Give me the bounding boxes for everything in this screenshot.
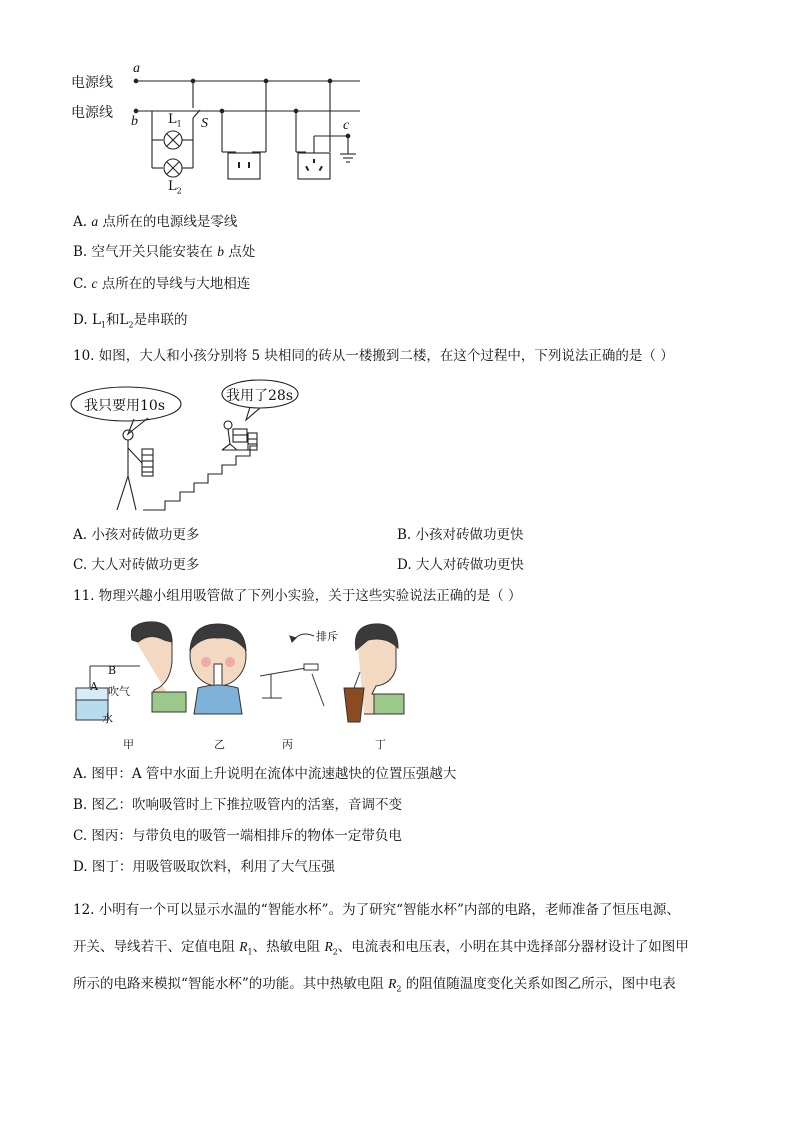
lamp2-label: $L_2$ bbox=[168, 179, 182, 196]
switch-label: S bbox=[201, 116, 208, 131]
caption-yi: 乙 bbox=[214, 738, 225, 751]
child-speech-bubble: 我用了28s bbox=[226, 388, 293, 404]
q11-option-d: D. 图丁：用吸管吸取饮料，利用了大气压强 bbox=[73, 859, 335, 875]
label-a: A bbox=[90, 680, 98, 693]
point-b-label: b bbox=[131, 114, 138, 129]
q9-option-b: B. 空气开关只能安装在 b 点处 bbox=[73, 244, 256, 260]
circuit-figure bbox=[60, 60, 380, 205]
q11-option-b: B. 图乙：吹响吸管时上下推拉吸管内的活塞，音调不变 bbox=[73, 797, 403, 813]
q10-option-c: C. 大人对砖做功更多 bbox=[73, 557, 200, 573]
point-c-label: c bbox=[343, 118, 350, 133]
q12-line-3: 所示的电路来模拟“智能水杯”的功能。其中热敏电阻 $R_2$ 的阻值随温度变化关系如图乙所示，图中电表 bbox=[73, 976, 676, 994]
q11-option-a: A. 图甲：A 管中水面上升说明在流体中流速越快的位置压强越大 bbox=[73, 766, 457, 782]
lamp1-label: $L_1$ bbox=[168, 112, 182, 129]
q9-option-c: C. c 点所在的导线与大地相连 bbox=[73, 276, 251, 292]
label-b: B bbox=[108, 664, 117, 677]
power-line-label-1: 电源线 bbox=[71, 75, 113, 91]
label-water: 水 bbox=[102, 712, 113, 725]
q9-option-a: A. a 点所在的电源线是零线 bbox=[73, 214, 238, 230]
q12-line-1: 12. 小明有一个可以显示水温的“智能水杯”。为了研究“智能水杯”内部的电路，老师准备了恒压电源、 bbox=[73, 902, 680, 918]
point-a-label: a bbox=[133, 61, 140, 76]
label-blow: 吹气 bbox=[108, 685, 130, 698]
caption-ding: 丁 bbox=[375, 738, 386, 751]
straw-experiments-figure bbox=[68, 618, 418, 756]
q12-line-2: 开关、导线若干、定值电阻 $R_1$、热敏电阻 $R_2$、电流表和电压表，小明在其中选择部分器材设计了如图甲 bbox=[73, 939, 689, 957]
caption-bing: 丙 bbox=[282, 738, 293, 751]
q9-option-d: D. $L_1$和$L_2$是串联的 bbox=[73, 312, 188, 330]
caption-jia: 甲 bbox=[123, 738, 134, 751]
q11-stem: 11. 物理兴趣小组用吸管做了下列小实验，关于这些实验说法正确的是（ ） bbox=[73, 588, 522, 604]
q11-option-c: C. 图丙：与带负电的吸管一端相排斥的物体一定带负电 bbox=[73, 828, 402, 844]
q10-option-a: A. 小孩对砖做功更多 bbox=[73, 527, 200, 543]
power-line-label-2: 电源线 bbox=[71, 105, 113, 121]
adult-speech-bubble: 我只要用10s bbox=[84, 398, 165, 414]
q10-option-d: D. 大人对砖做功更快 bbox=[397, 557, 524, 573]
stairs-figure bbox=[70, 378, 310, 516]
q10-stem: 10. 如图，大人和小孩分别将 5 块相同的砖从一楼搬到二楼，在这个过程中，下列说法正确的是（ ） bbox=[73, 348, 674, 364]
label-repel: 排斥 bbox=[316, 630, 338, 643]
q10-option-b: B. 小孩对砖做功更快 bbox=[397, 527, 524, 543]
